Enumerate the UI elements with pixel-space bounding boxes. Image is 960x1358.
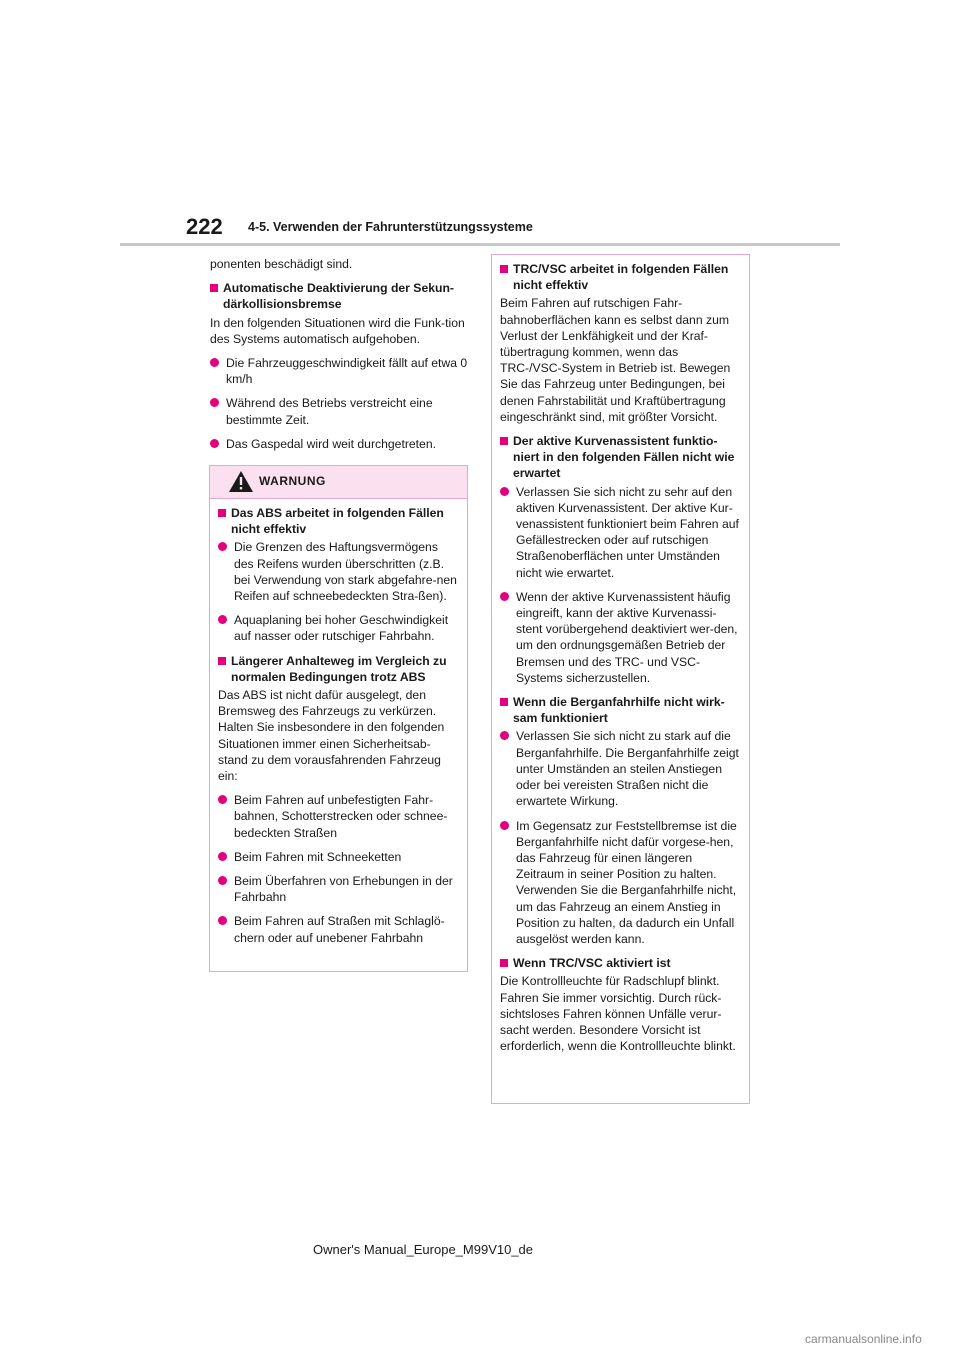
circle-bullet-icon (218, 852, 227, 861)
square-bullet-icon (500, 959, 508, 967)
section-heading: Der aktive Kurvenassistent funktio-niert in den folgenden Fällen nicht wie erwartet (500, 433, 741, 482)
warning-triangle-icon (228, 470, 254, 493)
list-item: Beim Überfahren von Erhebungen in der Fahrbahn (218, 873, 459, 905)
list-item: Aquaplaning bei hoher Geschwindigkeit auf nasser oder rutschiger Fahrbahn. (218, 612, 459, 644)
square-bullet-icon (218, 509, 226, 517)
list-item: Während des Betriebs verstreicht eine bestimmte Zeit. (210, 395, 468, 427)
circle-bullet-icon (218, 542, 227, 551)
circle-bullet-icon (218, 615, 227, 624)
page-number: 222 (186, 214, 223, 239)
chapter-title: 4-5. Verwenden der Fahrunterstützungssysteme (248, 220, 533, 234)
section-text: Die Kontrollleuchte für Radschlupf blinkt. Fahren Sie immer vorsichtig. Durch rück-sichtsloses Fahren können Unfälle verur-sacht werden. Besondere Vorsicht ist erforderlich, wenn die Kontrollleuchte blinkt. (500, 974, 736, 1054)
list-item: Die Fahrzeuggeschwindigkeit fällt auf etwa 0 km/h (210, 355, 468, 387)
square-bullet-icon (500, 698, 508, 706)
circle-bullet-icon (500, 592, 509, 601)
section-text: In den folgenden Situationen wird die Funk-tion des Systems automatisch aufgehoben. (210, 315, 465, 346)
square-bullet-icon (210, 284, 218, 292)
header-divider (120, 243, 840, 246)
warning-box (209, 465, 468, 972)
circle-bullet-icon (210, 398, 219, 407)
circle-bullet-icon (218, 795, 227, 804)
warning-header (210, 466, 467, 499)
list-item: Beim Fahren auf unbefestigten Fahr-bahnen, Schotterstrecken oder schnee-bedeckten Straßen (218, 792, 459, 841)
circle-bullet-icon (500, 487, 509, 496)
section-heading: Wenn TRC/VSC aktiviert ist (500, 955, 741, 971)
section-heading: Wenn die Berganfahrhilfe nicht wirk-sam funktioniert (500, 694, 741, 726)
left-column (210, 256, 468, 460)
list-item: Das Gaspedal wird weit durchgetreten. (210, 436, 468, 452)
list-item: Wenn der aktive Kurvenassistent häufig eingreift, kann der aktive Kurvenassi-stent vorübergehend deaktiviert wer-den, um den ordnungsgemäßen Betrieb der Bremsen und des TRC- und VSC-Systems sicherzustellen. (500, 589, 741, 686)
circle-bullet-icon (500, 731, 509, 740)
circle-bullet-icon (210, 439, 219, 448)
watermark: carmanualsonline.info (805, 1332, 922, 1346)
intro-text: ponenten beschädigt sind. (210, 257, 353, 271)
square-bullet-icon (500, 265, 508, 273)
section-heading: Automatische Deaktivierung der Sekun-därkollisionsbremse (210, 280, 468, 312)
list-item: Die Grenzen des Haftungsvermögens des Reifens wurden überschritten (z.B. bei Verwendung von stark abgefahre-nen Reifen auf schneebedeckten Stra-ßen). (218, 539, 459, 604)
section-text: Das ABS ist nicht dafür ausgelegt, den Bremsweg des Fahrzeugs zu verkürzen. Halten Sie insbesondere in den folgenden Situationen immer einen Sicherheitsab-stand zu dem vorausfahrenden Fahrzeug ein: (218, 688, 445, 784)
square-bullet-icon (218, 657, 226, 665)
section-heading: TRC/VSC arbeitet in folgenden Fällen nicht effektiv (500, 261, 741, 293)
section-text: Beim Fahren auf rutschigen Fahr-bahnoberflächen kann es selbst dann zum Verlust der Lenkfähigkeit und der Kraf-tübertragung kommen, wenn das TRC-/VSC-System in Betrieb ist. Bewegen Sie das Fahrzeug unter Bedingungen, bei denen Fahrstabilität und Kraftübertragung eingeschränkt sind, mit größter Vorsicht. (500, 296, 731, 424)
section-heading: Das ABS arbeitet in folgenden Fällen nicht effektiv (218, 505, 459, 537)
list-item: Beim Fahren auf Straßen mit Schlaglö-chern oder auf unebener Fahrbahn (218, 913, 459, 945)
list-item: Im Gegensatz zur Feststellbremse ist die Berganfahrhilfe nicht dafür vorgese-hen, das Fahrzeug für einen längeren Zeitraum in seiner Position zu halten. Verwenden Sie die Berganfahrhilfe nicht, um das Fahrzeug an einem Anstieg in Position zu halten, da dadurch ein Unfall ausgelöst werden kann. (500, 818, 741, 948)
section-heading: Längerer Anhalteweg im Vergleich zu normalen Bedingungen trotz ABS (218, 653, 459, 685)
square-bullet-icon (500, 437, 508, 445)
list-item: Beim Fahren mit Schneeketten (218, 849, 459, 865)
warning-body (210, 499, 467, 946)
right-warning-box (491, 254, 750, 1104)
circle-bullet-icon (218, 916, 227, 925)
list-item: Verlassen Sie sich nicht zu stark auf die Berganfahrhilfe. Die Berganfahrhilfe zeigt unter Umständen an steilen Anstiegen oder bei vereisten Straßen nicht die erwartete Wirkung. (500, 728, 741, 809)
manual-footer: Owner's Manual_Europe_M99V10_de (313, 1242, 534, 1257)
list-item: Verlassen Sie sich nicht zu sehr auf den aktiven Kurvenassistent. Der aktive Kur-venassistent funktioniert beim Fahren auf Gefällestrecken oder auf rutschigen Straßenoberflächen unter Umständen nicht wie erwartet. (500, 484, 741, 581)
circle-bullet-icon (500, 821, 509, 830)
circle-bullet-icon (210, 358, 219, 367)
circle-bullet-icon (218, 876, 227, 885)
warning-title: WARNUNG (259, 474, 326, 488)
